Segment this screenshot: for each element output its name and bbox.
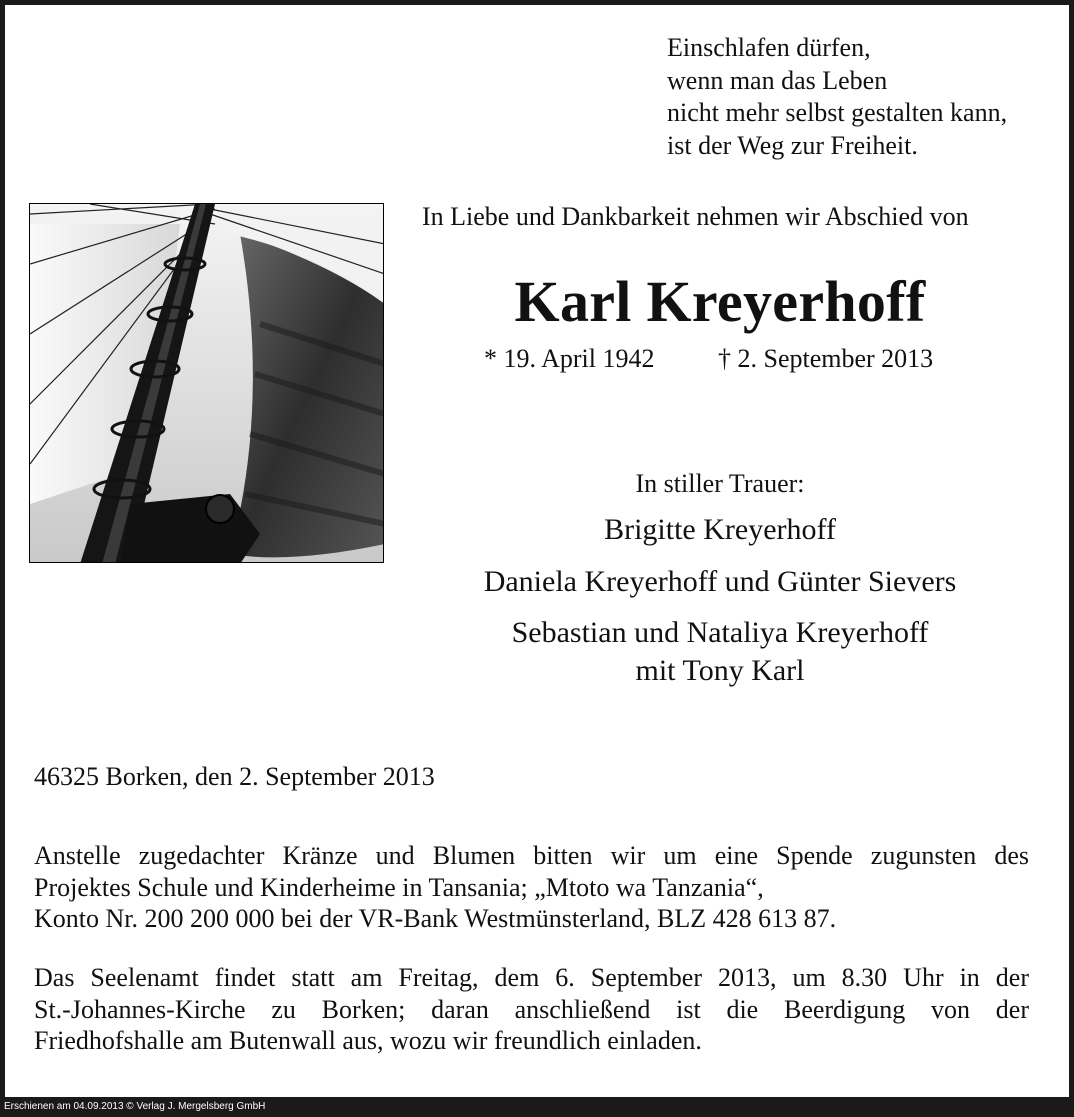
service-line: Das Seelenamt findet statt am Freitag, dem 6. September 2013, um 8.30 Uhr in der: [34, 963, 1029, 992]
mourner-name: mit Tony Karl: [635, 654, 805, 687]
service-line: St.-Johannes-Kirche zu Borken; daran anschließend ist die Beerdigung von der: [34, 994, 1029, 1024]
sailing-mast-photo: [29, 203, 384, 563]
poem-line: Einschlafen dürfen,: [667, 33, 871, 62]
farewell-line: In Liebe und Dankbarkeit nehmen wir Abschied von: [422, 202, 969, 231]
publication-footer: Erschienen am 04.09.2013 © Verlag J. Mergelsberg GmbH: [0, 1097, 1074, 1117]
mourner-name: Brigitte Kreyerhoff: [604, 513, 836, 546]
donation-line: Projektes Schule und Kinderheime in Tansania; „Mtoto wa Tanzania“,: [34, 872, 764, 902]
place-date: 46325 Borken, den 2. September 2013: [34, 762, 435, 791]
death-date: † 2. September 2013: [718, 344, 934, 373]
poem-line: wenn man das Leben: [667, 65, 888, 95]
poem-line: nicht mehr selbst gestalten kann,: [667, 98, 1008, 127]
life-dates: [484, 344, 934, 374]
donation-paragraph: [34, 840, 1029, 935]
birth-date: * 19. April 1942: [484, 344, 655, 373]
poem: [667, 32, 1007, 162]
mourner-name: Sebastian und Nataliya Kreyerhoff: [511, 616, 929, 649]
donation-line: Anstelle zugedachter Kränze und Blumen bitten wir um eine Spende zugunsten des: [34, 841, 1029, 870]
deceased-name: Karl Kreyerhoff: [514, 269, 926, 334]
poem-line: ist der Weg zur Freiheit.: [667, 130, 918, 160]
mourner-name: Daniela Kreyerhoff und Günter Sievers: [483, 565, 957, 598]
service-paragraph: [34, 962, 1029, 1057]
service-line: Friedhofshalle am Butenwall aus, wozu wir freundlich einladen.: [34, 1026, 702, 1055]
mourning-label: In stiller Trauer:: [635, 469, 805, 498]
donation-line: Konto Nr. 200 200 000 bei der VR-Bank Westmünsterland, BLZ 428 613 87.: [34, 904, 837, 933]
